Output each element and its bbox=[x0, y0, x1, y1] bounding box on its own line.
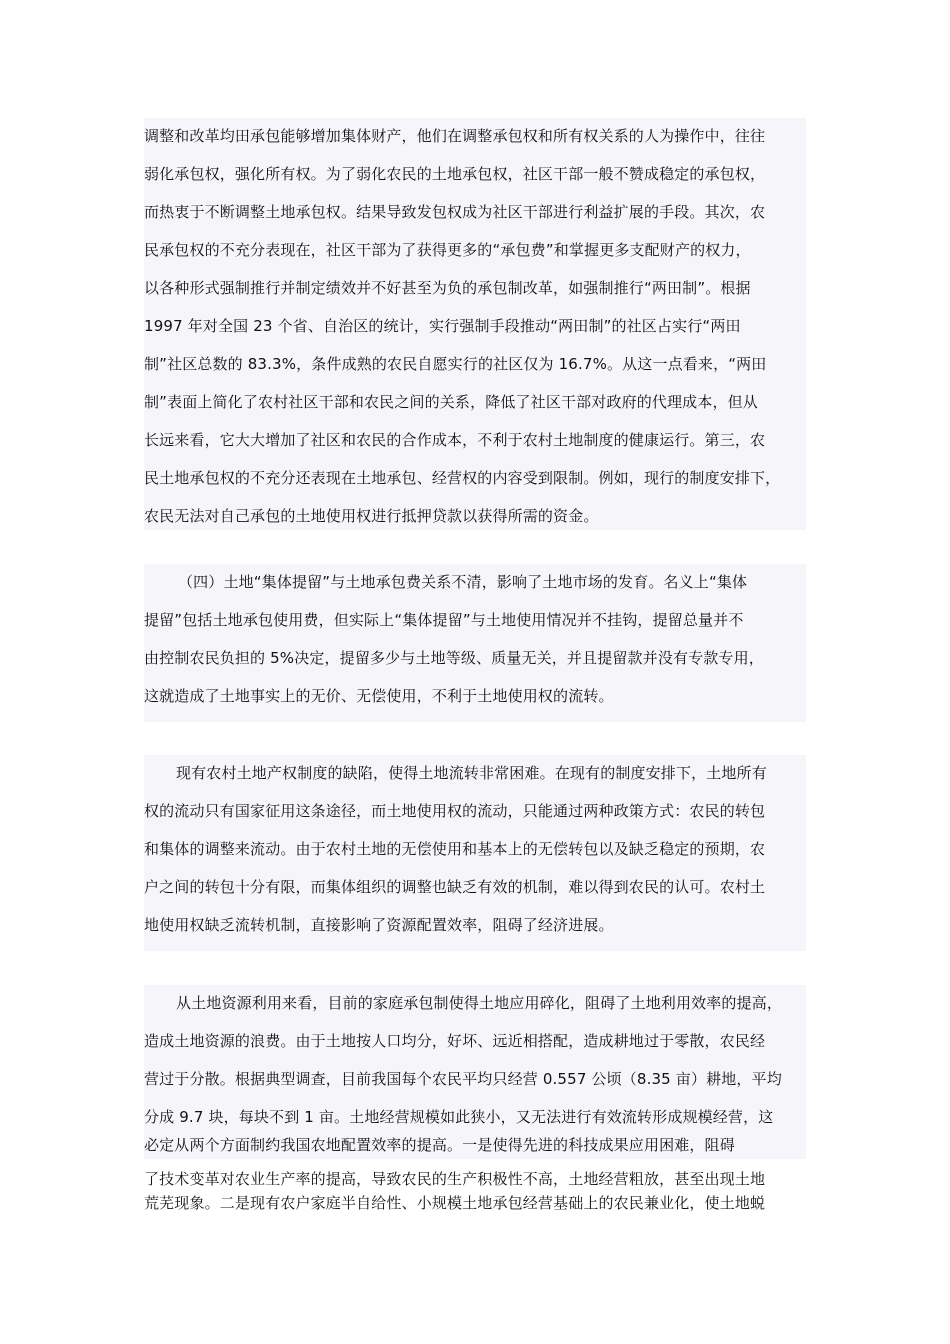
paragraph-line: 以各种形式强制推行并制定绩效并不好甚至为负的承包制改革，如强制推行“两田制”。根据 bbox=[144, 279, 751, 297]
paragraph-line: 分成 9.7 块，每块不到 1 亩。土地经营规模如此狭小，又无法进行有效流转形成规模经营，这 bbox=[144, 1108, 774, 1126]
paragraph-4 bbox=[144, 985, 806, 1159]
paragraph-line: 而热衷于不断调整土地承包权。结果导致发包权成为社区干部进行利益扩展的手段。其次，农 bbox=[144, 203, 766, 221]
paragraph-line: 弱化承包权，强化所有权。为了弱化农民的土地承包权，社区干部一般不赞成稳定的承包权， bbox=[144, 165, 766, 183]
paragraph-line: 权的流动只有国家征用这条途径，而土地使用权的流动，只能通过两种政策方式：农民的转包 bbox=[144, 802, 766, 820]
paragraph-line: 民土地承包权的不充分还表现在土地承包、经营权的内容受到限制。例如，现行的制度安排下， bbox=[144, 469, 781, 487]
paragraph-line: 现有农村土地产权制度的缺陷，使得土地流转非常困难。在现有的制度安排下，土地所有 bbox=[176, 764, 767, 782]
paragraph-3 bbox=[144, 755, 806, 951]
paragraph-2 bbox=[144, 564, 806, 722]
paragraph-line: 民承包权的不充分表现在，社区干部为了获得更多的“承包费”和掌握更多支配财产的权力， bbox=[144, 241, 751, 259]
paragraph-line: 地使用权缺乏流转机制，直接影响了资源配置效率，阻碍了经济进展。 bbox=[144, 916, 614, 934]
paragraph-line: 由控制农民负担的 5%决定，提留多少与土地等级、质量无关，并且提留款并没有专款专用， bbox=[144, 649, 764, 667]
paragraph-line: （四）土地“集体提留”与土地承包费关系不清，影响了土地市场的发育。名义上“集体 bbox=[178, 573, 748, 591]
paragraph-line: 了技术变革对农业生产率的提高，导致农民的生产积极性不高，土地经营粗放，甚至出现土地 bbox=[144, 1170, 766, 1188]
paragraph-line: 1997 年对全国 23 个省、自治区的统计，实行强制手段推动“两田制”的社区占实行“两田 bbox=[144, 317, 741, 335]
paragraph-line: 这就造成了土地事实上的无价、无偿使用，不利于土地使用权的流转。 bbox=[144, 687, 614, 705]
paragraph-line: 长远来看，它大大增加了社区和农民的合作成本，不利于农村土地制度的健康运行。第三，农 bbox=[144, 431, 766, 449]
paragraph-line: 制”社区总数的 83.3%，条件成熟的农民自愿实行的社区仅为 16.7%。从这一点看来，“两田 bbox=[144, 355, 767, 373]
paragraph-line: 和集体的调整来流动。由于农村土地的无偿使用和基本上的无偿转包以及缺乏稳定的预期，农 bbox=[144, 840, 766, 858]
paragraph-line: 调整和改革均田承包能够增加集体财产，他们在调整承包权和所有权关系的人为操作中，往往 bbox=[144, 127, 766, 145]
paragraph-line: 荒芜现象。二是现有农户家庭半自给性、小规模土地承包经营基础上的农民兼业化，使土地蜕 bbox=[144, 1194, 766, 1212]
paragraph-1 bbox=[144, 118, 806, 530]
paragraph-line: 从土地资源利用来看，目前的家庭承包制使得土地应用碎化，阻碍了土地利用效率的提高， bbox=[176, 994, 783, 1012]
paragraph-line: 农民无法对自己承包的土地使用权进行抵押贷款以获得所需的资金。 bbox=[144, 507, 599, 525]
paragraph-line: 户之间的转包十分有限，而集体组织的调整也缺乏有效的机制，难以得到农民的认可。农村土 bbox=[144, 878, 766, 896]
paragraph-line: 造成土地资源的浪费。由于土地按人口均分，好坏、远近相搭配，造成耕地过于零散，农民经 bbox=[144, 1032, 766, 1050]
paragraph-line: 制”表面上简化了农村社区干部和农民之间的关系，降低了社区干部对政府的代理成本，但从 bbox=[144, 393, 758, 411]
paragraph-line: 营过于分散。根据典型调查，目前我国每个农民平均只经营 0.557 公顷（8.35 亩）耕地，平均 bbox=[144, 1070, 782, 1088]
paragraph-line: 必定从两个方面制约我国农地配置效率的提高。一是使得先进的科技成果应用困难，阻碍 bbox=[144, 1136, 735, 1154]
paragraph-line: 提留”包括土地承包使用费，但实际上“集体提留”与土地使用情况并不挂钩，提留总量并不 bbox=[144, 611, 744, 629]
